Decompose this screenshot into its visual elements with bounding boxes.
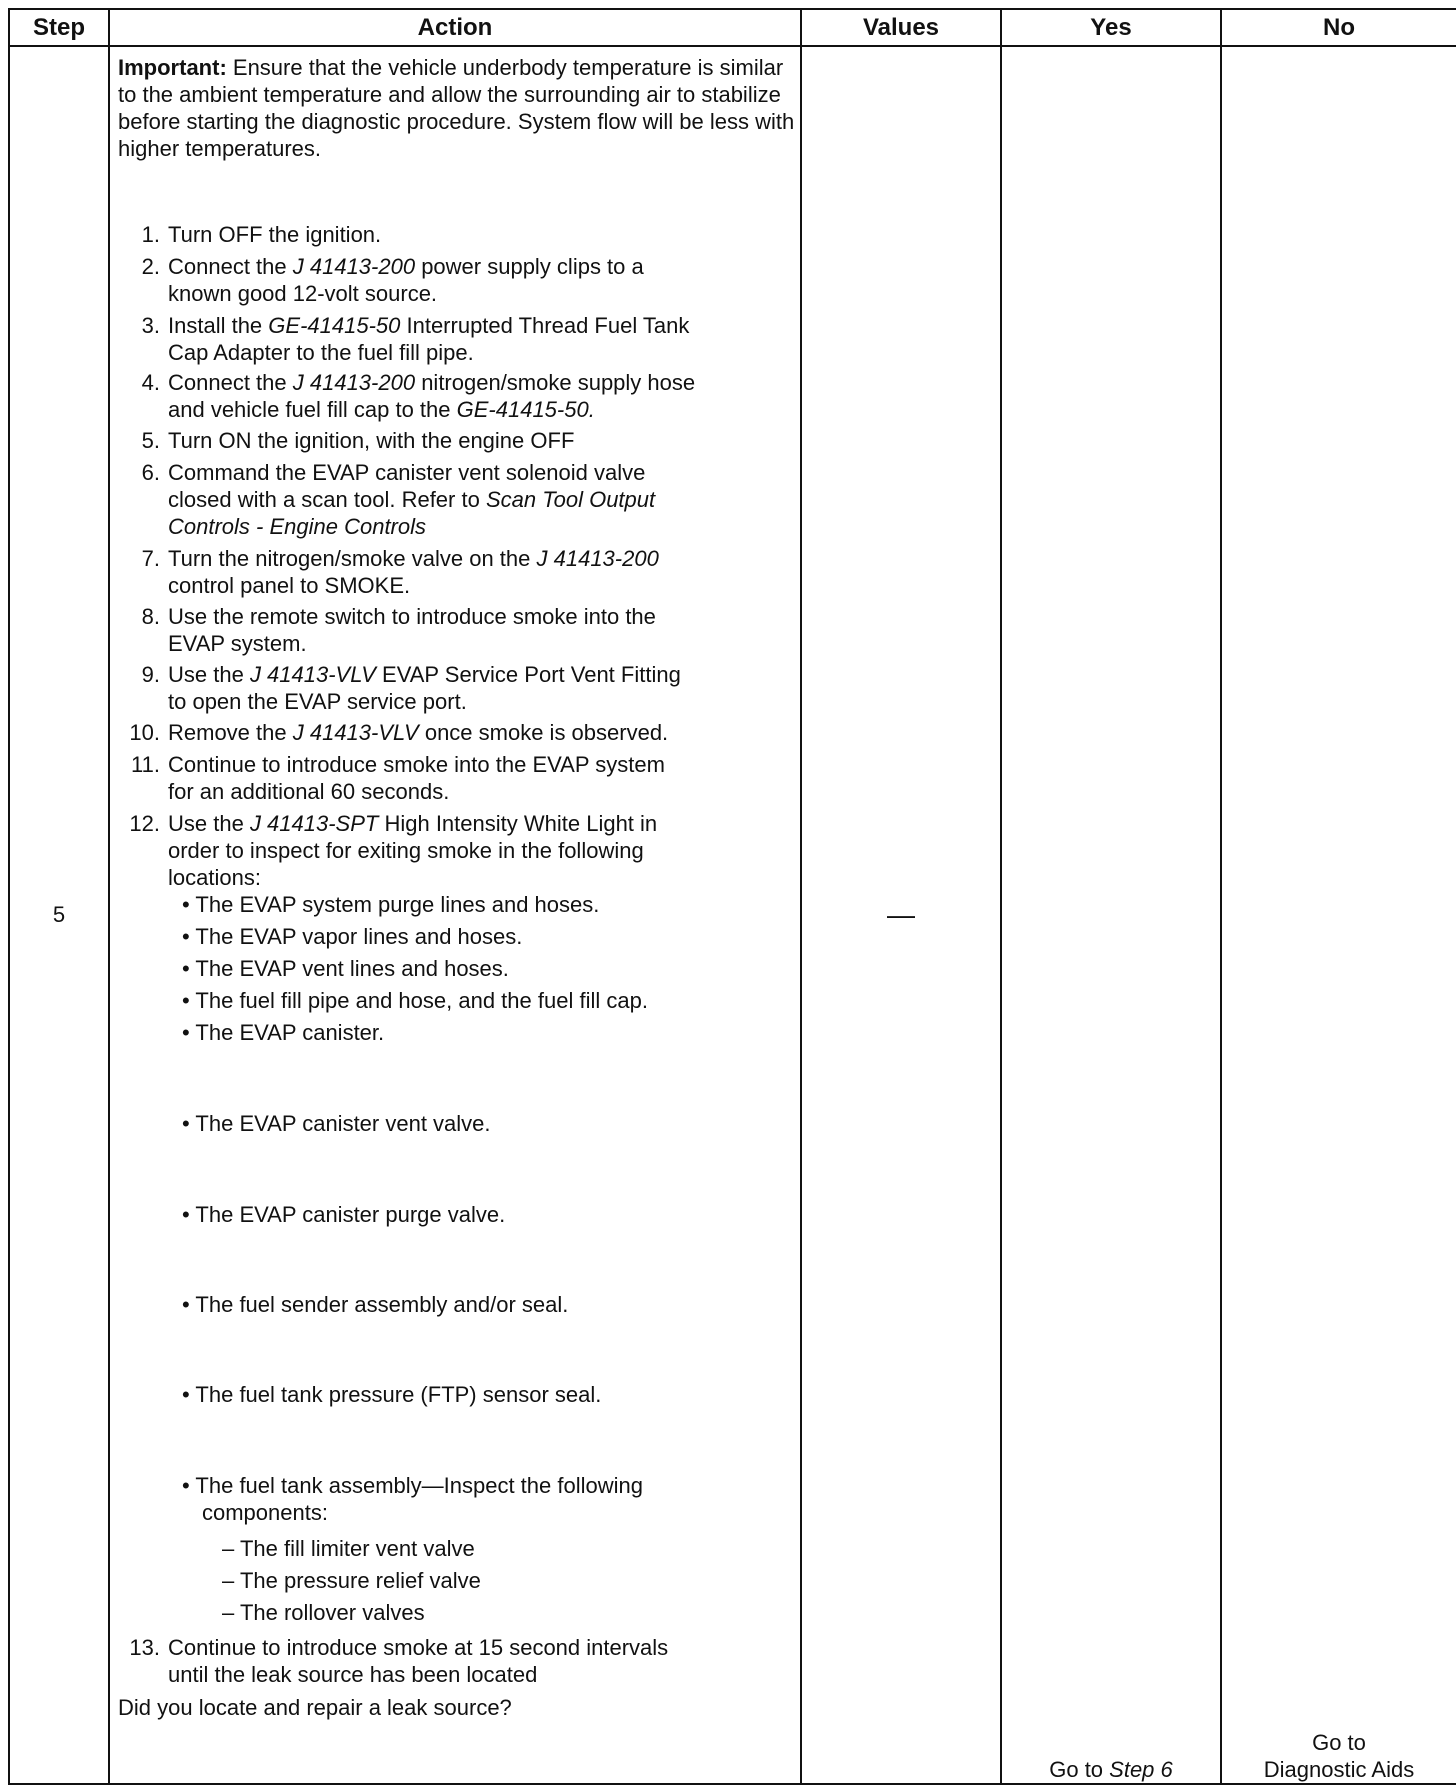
important-note	[118, 54, 798, 162]
procedure-step-text: locations:	[168, 865, 261, 890]
diagnostic-question: Did you locate and repair a leak source?	[118, 1695, 512, 1720]
procedure-step-text: Continue to introduce smoke at 15 second intervals	[168, 1635, 669, 1660]
header-row	[9, 9, 1456, 46]
procedure-step-text: Remove the J 41413-VLV once smoke is observed.	[168, 720, 669, 745]
diagnostic-table-frame	[8, 8, 1456, 1785]
header-no: No	[1221, 9, 1456, 46]
procedure-step-text: Turn OFF the ignition.	[168, 222, 382, 247]
procedure-step-text: and vehicle fuel fill cap to the GE-41415-50.	[168, 397, 595, 422]
procedure-step-text: closed with a scan tool. Refer to Scan Tool Output	[168, 487, 656, 512]
fuel-tank-component-item: – The fill limiter vent valve	[222, 1536, 475, 1561]
procedure-step-number: 6.	[141, 460, 160, 485]
header-action: Action	[109, 9, 801, 46]
yes-action	[1002, 1756, 1220, 1783]
inspection-location-item: • The EVAP canister purge valve.	[182, 1202, 506, 1227]
procedure-step-number: 2.	[141, 254, 160, 279]
procedure-step-number: 5.	[141, 428, 160, 453]
procedure-step-number: 7.	[141, 546, 160, 571]
inspection-location-item: • The fuel sender assembly and/or seal.	[182, 1292, 569, 1317]
inspection-location-item: • The EVAP vent lines and hoses.	[182, 956, 509, 981]
procedure-step-text: until the leak source has been located	[168, 1662, 538, 1687]
header-yes: Yes	[1001, 9, 1221, 46]
procedure-step-number: 9.	[141, 662, 160, 687]
procedure-step-text: Turn the nitrogen/smoke valve on the J 41413-200	[168, 546, 659, 571]
no-action-link[interactable]: Diagnostic Aids	[1263, 1757, 1415, 1782]
procedure-step-text: Command the EVAP canister vent solenoid valve	[168, 460, 646, 485]
procedure-step-number: 4.	[141, 370, 160, 395]
fuel-tank-component-item: – The rollover valves	[222, 1600, 425, 1625]
procedure-step-text: Use the remote switch to introduce smoke into the	[168, 604, 656, 629]
procedure-step-text: Connect the J 41413-200 power supply clips to a	[168, 254, 644, 279]
procedure-step-text: Install the GE-41415-50 Interrupted Thread Fuel Tank	[168, 313, 690, 338]
procedure-step-number: 3.	[141, 313, 160, 338]
diagnostic-table	[8, 8, 1456, 1785]
fuel-tank-component-item: – The pressure relief valve	[222, 1568, 481, 1593]
important-text: Ensure that the vehicle underbody temperature is similar to the ambient temperature and allow the surrounding air to stabilize before starting the diagnostic procedure. System flow will be less with higher temperatures.	[118, 55, 795, 161]
procedure-step-number: 8.	[141, 604, 160, 629]
inspection-location-item: components:	[202, 1500, 328, 1525]
inspection-location-item: • The fuel fill pipe and hose, and the fuel fill cap.	[182, 988, 648, 1013]
procedure-step-text: Use the J 41413-SPT High Intensity White Light in	[168, 811, 658, 836]
procedure-step-text: order to inspect for exiting smoke in the following	[168, 838, 644, 863]
procedure-step-number: 12.	[129, 811, 160, 836]
table-row	[9, 46, 1456, 1784]
values-cell: —	[801, 46, 1001, 1784]
procedure-step-number: 11.	[131, 752, 160, 777]
procedure-step-text: Continue to introduce smoke into the EVAP system	[168, 752, 665, 777]
no-cell	[1221, 46, 1456, 1784]
yes-cell	[1001, 46, 1221, 1784]
procedure-step-text: known good 12-volt source.	[168, 281, 438, 306]
procedure-step-text: for an additional 60 seconds.	[168, 779, 450, 804]
procedure-step-text: Connect the J 41413-200 nitrogen/smoke supply hose	[168, 370, 696, 395]
inspection-location-item: • The EVAP system purge lines and hoses.	[182, 892, 600, 917]
yes-prefix: Go to	[1049, 1757, 1110, 1782]
header-values: Values	[801, 9, 1001, 46]
action-cell	[109, 46, 801, 1784]
procedure-step-text: Controls - Engine Controls	[168, 514, 427, 539]
procedure-step-text: EVAP system.	[168, 631, 307, 656]
procedure-step-text: Turn ON the ignition, with the engine OFF	[168, 428, 575, 453]
no-action-line1: Go to	[1312, 1730, 1366, 1755]
inspection-location-item: • The fuel tank pressure (FTP) sensor seal.	[182, 1382, 602, 1407]
header-step: Step	[9, 9, 109, 46]
procedure-step-text: control panel to SMOKE.	[168, 573, 411, 598]
step-number: 5	[9, 46, 109, 1784]
procedure-step-number: 1.	[141, 222, 160, 247]
important-label: Important:	[118, 55, 227, 80]
procedure-step-number: 10.	[129, 720, 160, 745]
procedure-step-text: Use the J 41413-VLV EVAP Service Port Vent Fitting	[168, 662, 681, 687]
inspection-location-item: • The EVAP canister vent valve.	[182, 1111, 491, 1136]
inspection-location-item: • The fuel tank assembly—Inspect the following	[182, 1473, 643, 1498]
inspection-location-item: • The EVAP vapor lines and hoses.	[182, 924, 523, 949]
procedure-step-text: to open the EVAP service port.	[168, 689, 467, 714]
procedure-step-number: 13.	[129, 1635, 160, 1660]
procedure-step-text: Cap Adapter to the fuel fill pipe.	[168, 340, 474, 365]
inspection-location-item: • The EVAP canister.	[182, 1020, 385, 1045]
yes-step-link[interactable]: Step 6	[1109, 1757, 1173, 1782]
